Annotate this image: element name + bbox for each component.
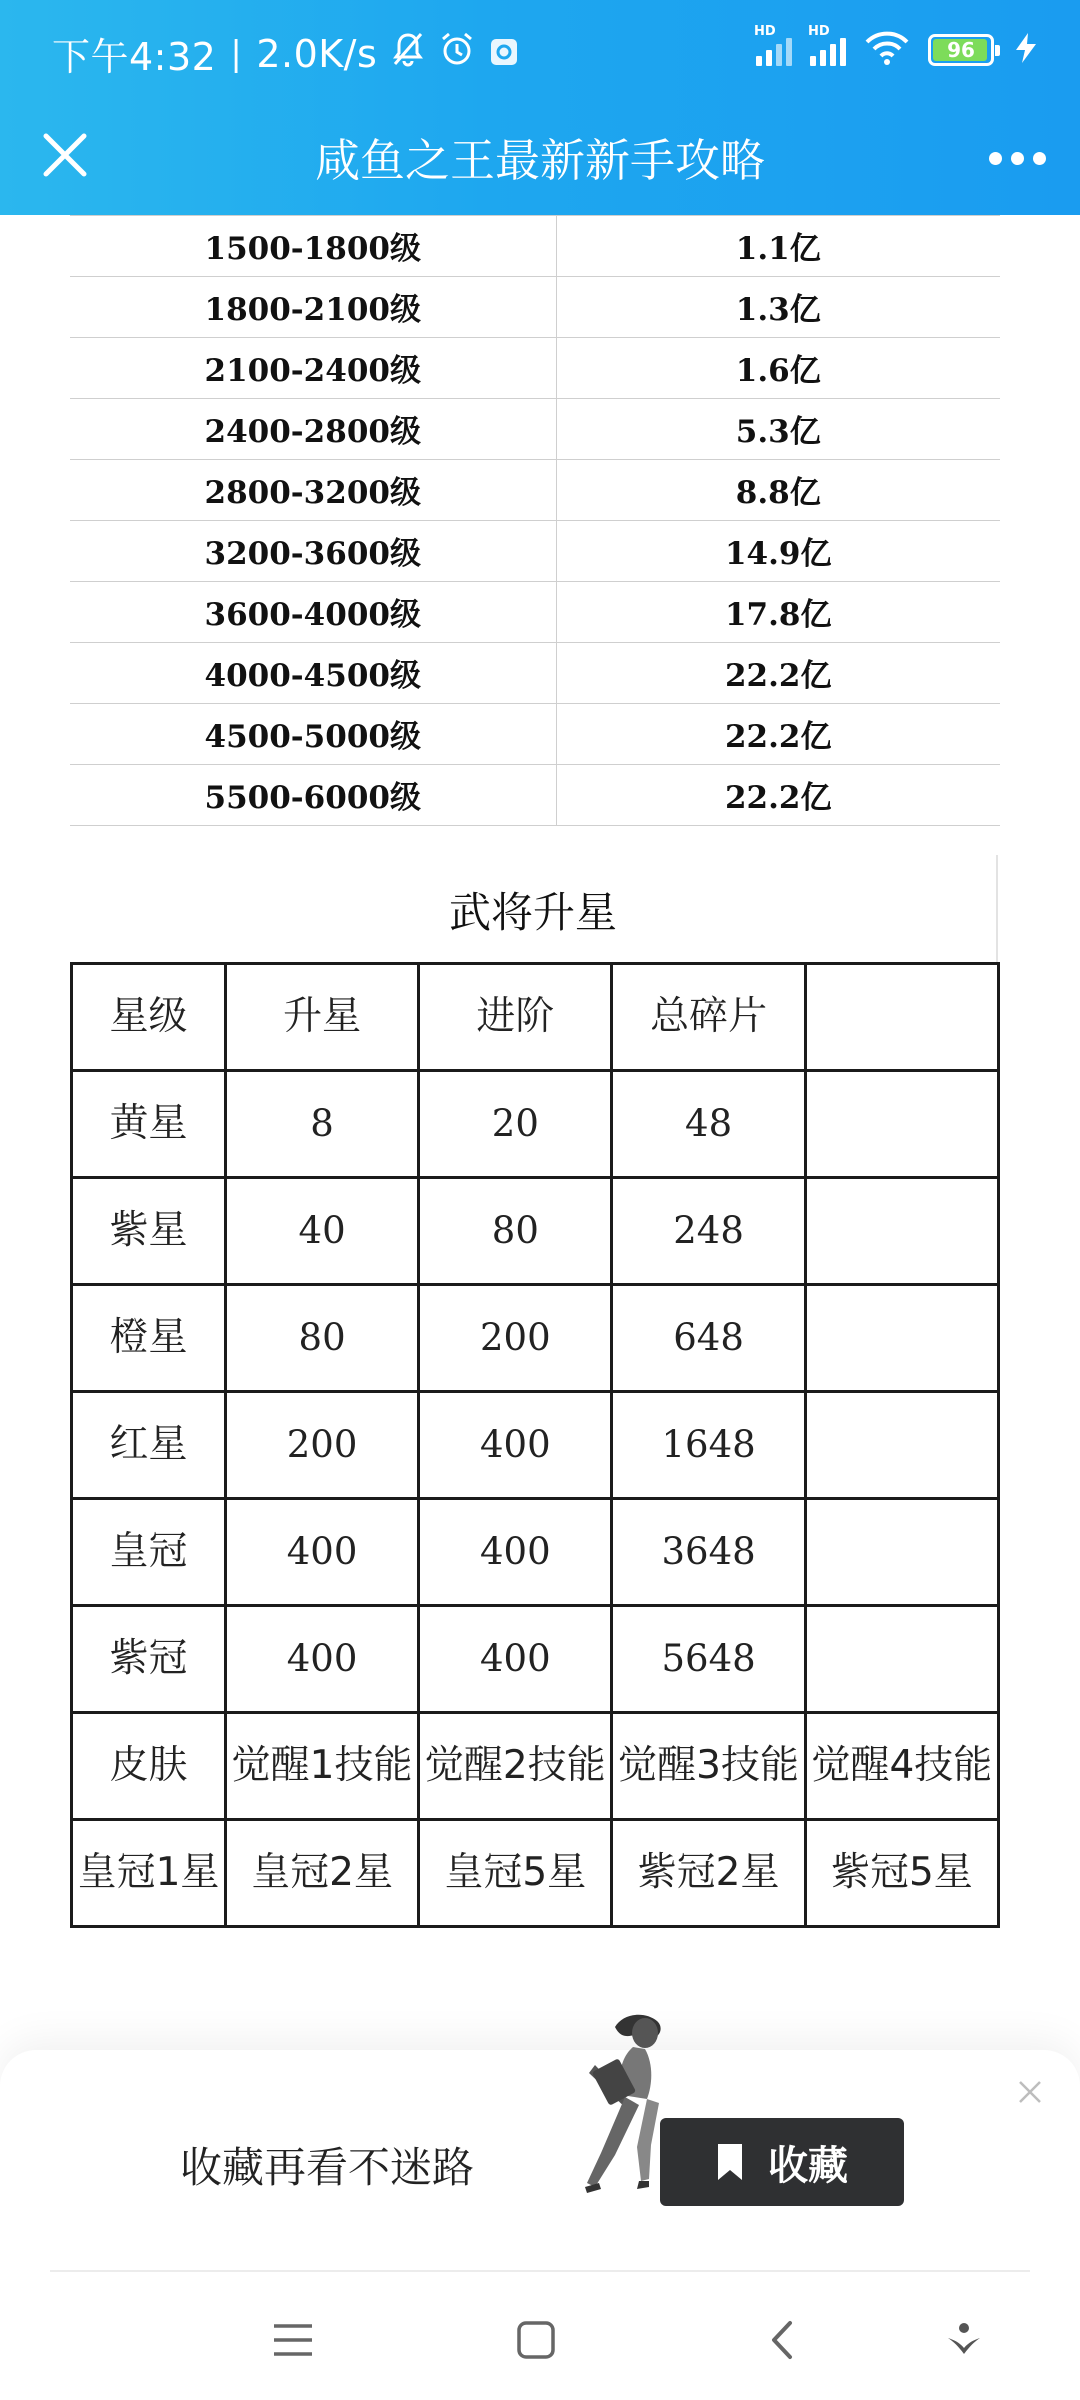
star-table-title: 武将升星 [70, 855, 998, 965]
table-cell [805, 1392, 998, 1499]
favorite-prompt-text: 收藏再看不迷路 [180, 2143, 475, 2192]
table-cell: 黄星 [72, 1071, 226, 1178]
table-cell: 皇冠2星 [225, 1820, 418, 1927]
table-cell: 8 [225, 1071, 418, 1178]
level-range-cell: 2100-2400级 [70, 337, 556, 398]
table-cell: 20 [419, 1071, 612, 1178]
table-cell: 1648 [612, 1392, 805, 1499]
status-right [754, 24, 1040, 70]
table-row [70, 581, 1000, 642]
level-value-cell: 1.6亿 [556, 337, 1000, 398]
table-header-cell: 星级 [72, 964, 226, 1071]
signal-2-icon: HD [810, 34, 846, 66]
divider [50, 2270, 1030, 2272]
table-cell: 紫冠5星 [805, 1820, 998, 1927]
table-cell: 皇冠1星 [72, 1820, 226, 1927]
article-content[interactable] [0, 215, 1080, 2045]
level-range-cell: 4500-5000级 [70, 703, 556, 764]
level-range-cell: 2400-2800级 [70, 398, 556, 459]
table-row [70, 215, 1000, 276]
collect-button-label: 收藏 [768, 2142, 848, 2189]
table-cell: 200 [225, 1392, 418, 1499]
nav-home-button[interactable] [506, 2310, 566, 2370]
battery-percent: 96 [947, 38, 975, 62]
system-nav-bar [0, 2280, 1080, 2400]
level-range-cell: 4000-4500级 [70, 642, 556, 703]
nav-menu-button[interactable] [263, 2310, 323, 2370]
table-cell: 200 [419, 1285, 612, 1392]
level-range-cell: 5500-6000级 [70, 764, 556, 825]
level-range-cell: 3600-4000级 [70, 581, 556, 642]
table-cell: 觉醒1技能 [225, 1713, 418, 1820]
level-value-cell: 14.9亿 [556, 520, 1000, 581]
table-cell: 3648 [612, 1499, 805, 1606]
table-row [70, 276, 1000, 337]
table-cell: 觉醒4技能 [805, 1713, 998, 1820]
table-cell: 觉醒2技能 [419, 1713, 612, 1820]
top-bar [0, 0, 1080, 215]
bookmark-icon [716, 2142, 744, 2182]
signal-1-icon: HD [756, 34, 792, 66]
table-row [70, 703, 1000, 764]
level-value-cell: 22.2亿 [556, 642, 1000, 703]
table-cell: 40 [225, 1178, 418, 1285]
table-cell: 5648 [612, 1606, 805, 1713]
level-range-cell: 2800-3200级 [70, 459, 556, 520]
nav-back-button[interactable] [752, 2310, 812, 2370]
home-icon [516, 2320, 556, 2360]
table-cell [805, 1499, 998, 1606]
table-cell: 橙星 [72, 1285, 226, 1392]
app-bar [0, 100, 1080, 215]
level-value-cell: 5.3亿 [556, 398, 1000, 459]
status-left [52, 26, 519, 81]
table-cell: 皮肤 [72, 1713, 226, 1820]
table-cell: 皇冠5星 [419, 1820, 612, 1927]
table-header-row [72, 964, 999, 1071]
table-header-cell: 总碎片 [612, 964, 805, 1071]
table-header-cell [805, 964, 998, 1071]
table-cell: 648 [612, 1285, 805, 1392]
level-value-cell: 1.1亿 [556, 215, 1000, 276]
table-cell: 80 [225, 1285, 418, 1392]
table-row [72, 1713, 999, 1820]
level-value-cell: 17.8亿 [556, 581, 1000, 642]
table-row [70, 337, 1000, 398]
table-cell [805, 1606, 998, 1713]
reading-person-illustration [585, 2005, 705, 2195]
table-row [72, 1178, 999, 1285]
table-row [72, 1071, 999, 1178]
battery-indicator [928, 34, 994, 66]
table-row [72, 1820, 999, 1927]
table-row [72, 1606, 999, 1713]
level-cost-table [70, 215, 1000, 826]
status-net-speed: 2.0K/s [256, 31, 378, 76]
table-cell: 48 [612, 1071, 805, 1178]
level-value-cell: 8.8亿 [556, 459, 1000, 520]
table-cell [805, 1071, 998, 1178]
table-row [70, 642, 1000, 703]
level-value-cell: 22.2亿 [556, 764, 1000, 825]
table-cell: 400 [419, 1392, 612, 1499]
table-cell [805, 1178, 998, 1285]
nav-assistant-button[interactable] [934, 2310, 994, 2370]
status-bar [0, 0, 1080, 100]
more-button[interactable] [982, 128, 1052, 188]
table-row [72, 1499, 999, 1606]
table-cell: 80 [419, 1178, 612, 1285]
table-row [72, 1392, 999, 1499]
menu-icon [272, 2322, 314, 2358]
table-row [70, 520, 1000, 581]
more-icon [989, 152, 1002, 165]
page-title: 咸鱼之王最新新手攻略 [314, 134, 765, 187]
level-value-cell: 22.2亿 [556, 703, 1000, 764]
table-cell: 400 [225, 1499, 418, 1606]
charging-icon [1012, 31, 1040, 69]
level-range-cell: 1800-2100级 [70, 276, 556, 337]
table-cell [805, 1285, 998, 1392]
table-header-cell: 升星 [225, 964, 418, 1071]
table-cell: 皇冠 [72, 1499, 226, 1606]
level-value-cell: 1.3亿 [556, 276, 1000, 337]
wifi-icon [864, 30, 910, 70]
favorite-prompt-sheet [0, 2050, 1080, 2280]
app-notification-icon [489, 32, 519, 76]
table-row [72, 1285, 999, 1392]
table-cell: 红星 [72, 1392, 226, 1499]
table-cell: 觉醒3技能 [612, 1713, 805, 1820]
level-range-cell: 3200-3600级 [70, 520, 556, 581]
close-icon[interactable] [1012, 2074, 1048, 2110]
assistant-icon [944, 2320, 984, 2360]
table-row [70, 398, 1000, 459]
status-time: 下午4:32 [52, 35, 217, 79]
table-cell: 400 [225, 1606, 418, 1713]
bell-muted-icon [391, 31, 425, 76]
table-cell: 248 [612, 1178, 805, 1285]
table-cell: 400 [419, 1606, 612, 1713]
table-cell: 紫冠2星 [612, 1820, 805, 1927]
back-icon [768, 2319, 796, 2361]
table-cell: 紫冠 [72, 1606, 226, 1713]
level-range-cell: 1500-1800级 [70, 215, 556, 276]
status-separator: | [230, 33, 243, 74]
table-cell: 400 [419, 1499, 612, 1606]
table-row [70, 459, 1000, 520]
table-cell: 紫星 [72, 1178, 226, 1285]
table-header-cell: 进阶 [419, 964, 612, 1071]
table-row [70, 764, 1000, 825]
hero-star-table [70, 962, 1000, 1928]
alarm-icon [439, 31, 475, 76]
